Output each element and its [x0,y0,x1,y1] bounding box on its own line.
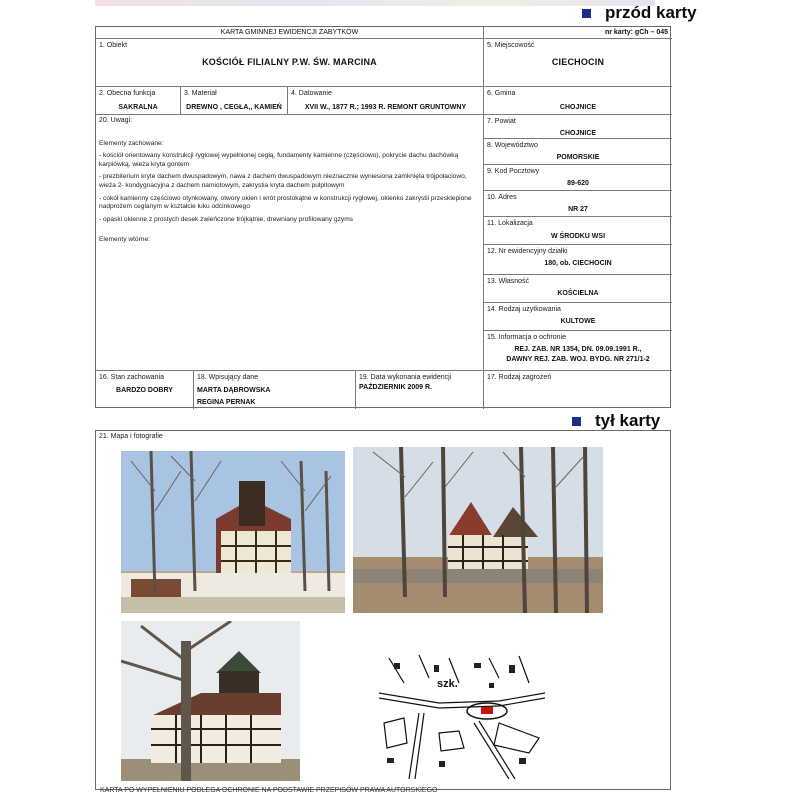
card-number: nr karty: gCh – 045 [604,29,668,36]
field-obiekt [96,39,484,87]
front-card [95,26,671,408]
field-value: DAWNY REJ. ZAB. WOJ. BYDG. NR 271/1-2 [506,356,650,363]
church-photo-3-image [121,621,300,781]
bullet-icon [582,9,591,18]
field-zagrozenia [484,371,672,409]
church-photo-1-image [121,451,345,613]
field-funkcja [96,87,181,115]
field-stan [96,371,194,409]
field-label: 12. Nr ewidencyjny działki [487,248,568,255]
field-label: 10. Adres [487,194,517,201]
field-gmina [484,87,672,115]
uwagi-label: 20. Uwagi: [99,117,133,124]
field-datowanie [288,87,484,115]
field-miejscowosc [484,39,672,87]
back-label: 21. Mapa i fotografie [99,433,163,440]
field-value: REGINA PERNAK [197,399,256,406]
field-material [181,87,288,115]
field-adres [484,191,672,217]
field-label: 4. Datowanie [291,90,332,97]
front-heading-text: przód karty [605,3,697,22]
uwagi-item: - opaski okienne z prostych desek zwieńczone trójkątnie, drewniany profilowany gzyms [99,215,353,223]
field-label: 18. Wpisujący dane [197,374,259,381]
uwagi-item: - prezbiterium kryte dachem dwuspadowym, nawa z dachem dwuspadowym nieznacznie wyniesiona zamknięta trójpołaciowo, wieża 2- kondygnacyjna z dachem namiotowym, zakrystia kryta dachem pulpitowym [99,173,467,189]
card-title-cell [96,27,484,39]
field-value: NR 27 [568,206,588,213]
field-value: XVII W., 1877 R.; 1993 R. REMONT GRUNTOWNY [304,104,467,111]
field-dzialka [484,245,672,275]
field-label: 6. Gmina [487,90,516,97]
uwagi-wtorne-title: Elementy wtórne: [99,236,150,244]
field-value: KULTOWE [560,318,596,325]
field-label: 13. Własność [487,278,530,285]
back-heading [572,411,660,431]
field-label: 11. Lokalizacja [487,220,533,227]
map-label: szk. [437,678,458,690]
field-wojewodztwo [484,139,672,165]
map-marker [481,707,493,714]
church-photo-2 [353,447,603,613]
uwagi-item: - cokół kamienny częściowo otynkowany, otwory okien i wrót prostokątne w konstrukcji ryglowej, okienko zakrystii przesklepione nadprożem ceglanym w kształcie łuku odcinkowego [99,194,472,211]
front-heading [582,3,697,23]
field-label: 14. Rodzaj użytkowania [487,306,561,313]
location-map [379,653,545,779]
field-label: 15. Informacja o ochronie [487,334,566,341]
field-uwagi [96,115,484,371]
field-value: CIECHOCIN [551,57,605,67]
field-label: 1. Obiekt [99,42,128,49]
field-uzytkowanie [484,303,672,331]
card-title: KARTA GMINNEJ EWIDENCJI ZABYTKÓW [220,29,359,36]
back-card [95,430,671,790]
field-label: 2. Obecna funkcja [99,90,156,97]
field-wlasnosc [484,275,672,303]
field-label: 5. Miejscowość [487,42,535,49]
field-kod [484,165,672,191]
field-value: KOŚCIÓŁ FILIALNY P.W. ŚW. MARCINA [202,57,377,67]
location-map-image [379,653,545,779]
field-label: 19. Data wykonania ewidencji [359,374,452,381]
field-value: 89-620 [567,180,589,187]
field-label: 7. Powiat [487,118,516,125]
field-value: MARTA DĄBROWSKA [197,387,271,394]
field-label: 17. Rodzaj zagrożeń [487,374,552,381]
back-heading-text: tył karty [595,411,661,430]
church-photo-1 [121,451,345,613]
card-number-cell [484,27,672,39]
field-value: KOŚCIELNA [557,290,599,297]
field-value: PAŹDZIERNIK 2009 R. [359,384,432,391]
field-label: 9. Kod Pocztowy [487,168,540,175]
field-value: CHOJNICE [559,104,597,111]
field-value: REJ. ZAB. NR 1354, DN. 09.09.1991 R., [514,346,642,353]
church-photo-2-image [353,447,603,613]
field-value: DREWNO , CEGŁA,, KAMIEŃ [186,104,282,111]
field-wpisujacy [194,371,356,409]
uwagi-item: - kościół orientowany konstrukcji ryglowej wypełnionej cegłą, fundamenty kamienne (częściowo), pokrycie dachu dachówką karpiówką, wieża kryta gontem [99,152,459,168]
footer-note: KARTA PO WYPEŁNIENIU PODLEGA OCHRONIE NA PODSTAWIE PRZEPISÓW PRAWA AUTORSKIEGO [100,787,438,794]
field-value: CHOJNICE [559,130,597,137]
bullet-icon [572,417,581,426]
field-lokalizacja [484,217,672,245]
field-data [356,371,484,409]
field-value: W ŚRODKU WSI [550,233,606,240]
field-powiat [484,115,672,139]
field-value: POMORSKIE [556,154,600,161]
top-decorative-strip [95,0,655,6]
field-value: BARDZO DOBRY [116,387,173,394]
field-label: 8. Województwo [487,142,538,149]
uwagi-zachowane-title: Elementy zachowane: [99,139,164,147]
field-label: 3. Materiał [184,90,217,97]
field-ochrona [484,331,672,371]
field-label: 16. Stan zachowania [99,374,164,381]
field-value: 180, ob. CIECHOCIN [544,260,612,267]
field-value: SAKRALNA [118,104,158,111]
church-photo-3 [121,621,300,781]
